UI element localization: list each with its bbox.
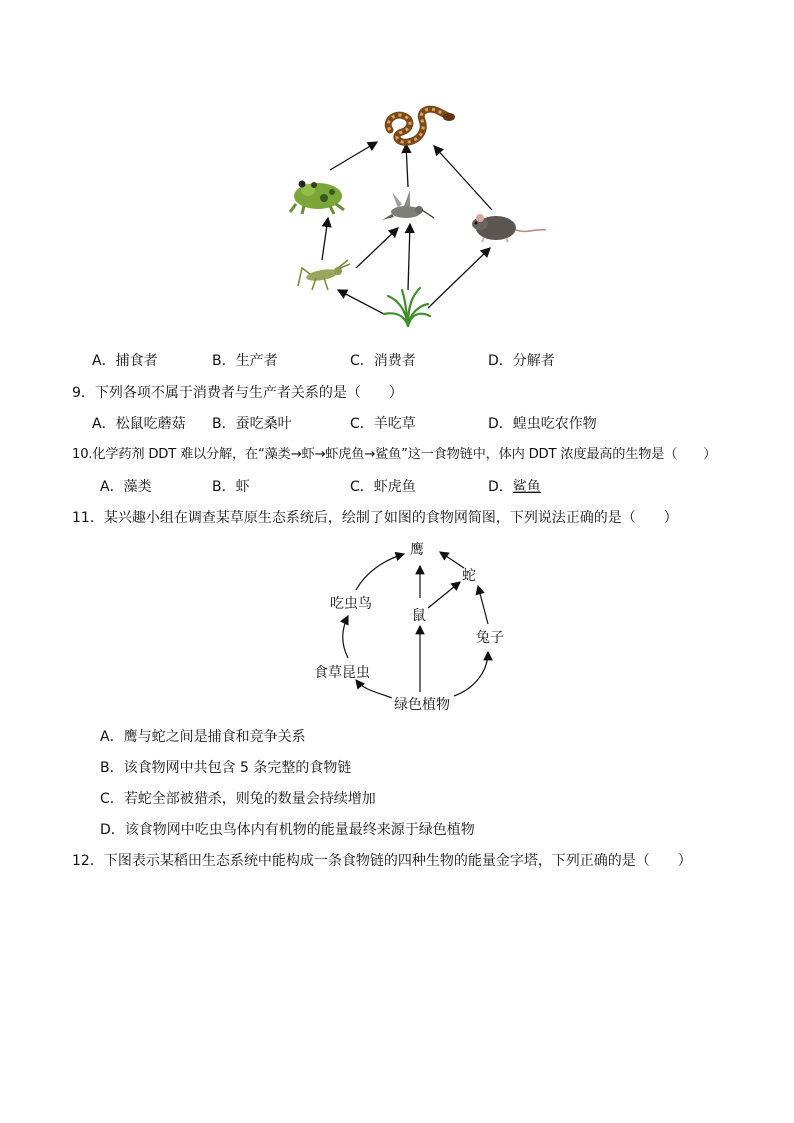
frog-icon [290, 181, 344, 215]
option-letter: C． [350, 416, 374, 432]
q11-option-a[interactable]: A．鹰与蛇之间是捕食和竞争关系 [100, 729, 306, 745]
option-letter: C． [350, 353, 374, 369]
option-text: 蚕吃桑叶 [235, 416, 292, 432]
q9-option-b[interactable] [212, 414, 292, 434]
q8-option-a[interactable] [92, 351, 158, 371]
option-letter: D． [488, 416, 513, 432]
option-text: 生产者 [235, 353, 278, 369]
option-letter: B． [212, 416, 236, 432]
q11-stem: 11．某兴趣小组在调查某草原生态系统后，绘制了如图的食物网简图，下列说法正确的是（ ） [72, 510, 678, 526]
q11-option-c[interactable]: C．若蛇全部被猎杀，则兔的数量会持续增加 [100, 791, 376, 807]
option-letter: B． [212, 353, 236, 369]
food-web-picture [280, 100, 560, 332]
option-text: 捕食者 [115, 353, 158, 369]
snake-icon [388, 109, 455, 142]
option-text: 消费者 [373, 353, 416, 369]
node-plant: 绿色植物 [394, 697, 450, 713]
option-text: 松鼠吃蘑菇 [115, 416, 186, 432]
q10-stem: 10.化学药剂 DDT 难以分解，在“藻类→虾→虾虎鱼→鲨鱼”这一食物链中，体内 DDT 浓度最高的生物是（ ） [72, 447, 717, 462]
q11-option-d[interactable]: D．该食物网中吃虫鸟体内有机物的能量最终来源于绿色植物 [100, 822, 475, 838]
option-letter: D． [488, 353, 513, 369]
option-text: 鲨鱼 [512, 479, 541, 495]
q10-option-b[interactable] [212, 477, 250, 497]
q10-option-d[interactable] [488, 477, 541, 497]
node-rabbit: 兔子 [476, 630, 504, 646]
option-letter: C． [350, 479, 374, 495]
q12-stem: 12．下图表示某稻田生态系统中能构成一条食物链的四种生物的能量金字塔，下列正确的是（ ） [72, 853, 692, 869]
option-letter: A． [100, 479, 124, 495]
option-letter: D． [488, 479, 513, 495]
q8-option-c[interactable] [350, 351, 416, 371]
q8-option-b[interactable] [212, 351, 278, 371]
option-text: 羊吃草 [373, 416, 416, 432]
node-insect: 食草昆虫 [314, 665, 370, 681]
q10-option-a[interactable] [100, 477, 152, 497]
hummingbird-icon [382, 190, 434, 220]
option-text: 虾虎鱼 [373, 479, 416, 495]
q9-option-d[interactable] [488, 414, 597, 434]
q9-option-c[interactable] [350, 414, 416, 434]
food-web-text-diagram [300, 530, 510, 720]
q9-option-a[interactable] [92, 414, 186, 434]
option-text: 分解者 [512, 353, 555, 369]
option-letter: A． [92, 353, 116, 369]
option-text: 虾 [235, 479, 250, 495]
node-bird: 吃虫鸟 [330, 596, 372, 612]
option-text: 藻类 [123, 479, 152, 495]
q10-option-c[interactable] [350, 477, 416, 497]
option-letter: B． [212, 479, 236, 495]
node-hawk: 鹰 [410, 542, 424, 558]
node-mouse: 鼠 [412, 608, 426, 624]
node-snake: 蛇 [462, 568, 476, 584]
rat-icon [472, 214, 546, 242]
q11-option-b[interactable]: B．该食物网中共包含 5 条完整的食物链 [100, 760, 352, 776]
q8-option-d[interactable] [488, 351, 555, 371]
grasshopper-icon [298, 260, 350, 290]
q9-stem: 9．下列各项不属于消费者与生产者关系的是（ ） [72, 385, 403, 401]
option-letter: A． [92, 416, 116, 432]
option-text: 蝗虫吃农作物 [512, 416, 597, 432]
grass-icon [384, 288, 430, 326]
